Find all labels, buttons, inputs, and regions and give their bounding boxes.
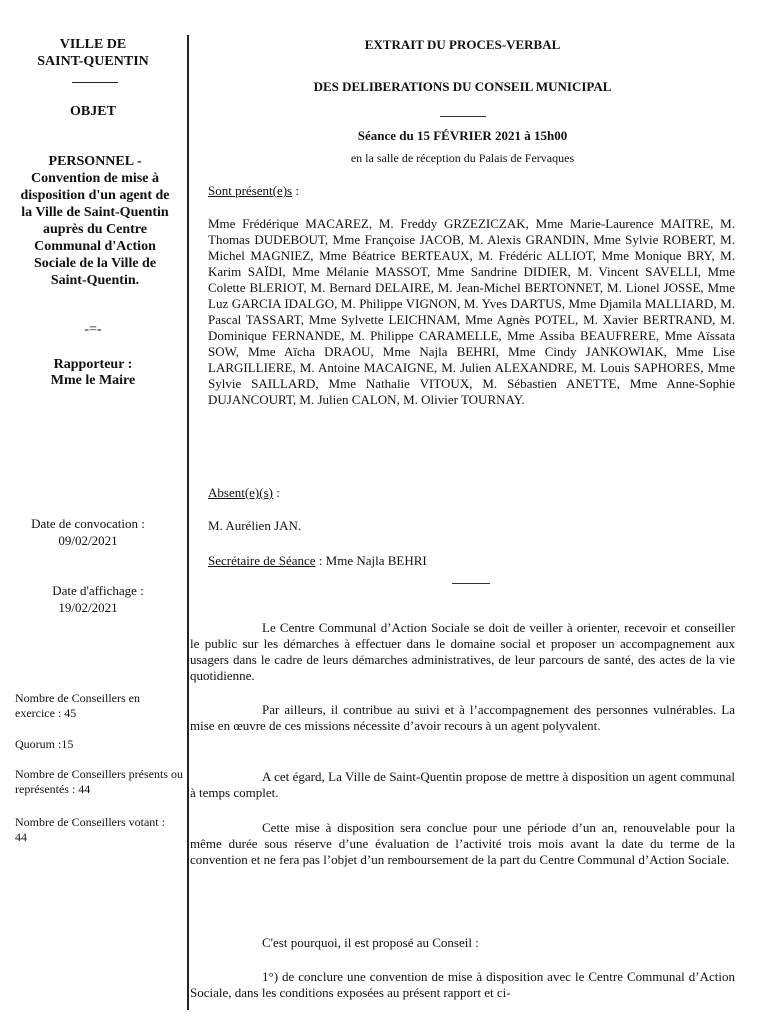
rapporteur-name: Mme le Maire [50, 373, 136, 388]
rapporteur-label: Rapporteur : [53, 357, 133, 372]
objet-heading: OBJET [70, 104, 116, 119]
seance-date: Séance du 15 FÉVRIER 2021 à 15h00 [357, 128, 568, 143]
left-margin-column [0, 0, 186, 1024]
absents-suffix: : [272, 485, 280, 500]
secretaire-line [208, 552, 753, 569]
paragraph-1: Le Centre Communal d’Action Sociale se doit de veiller à orienter, recevoir et conseiller le public sur les démarches à effectuer dans le domaine social et proposer un accompagnement aux usagers dans le cadre de leurs démarches administratives, de leur parcours de santé, des actes de la vie quotidienne. [190, 620, 735, 683]
subject-text: PERSONNEL - Convention de mise à disposition d'un agent de la Ville de Saint-Quentin auprès du Centre Communal d'Action Sociale de la Ville de Saint-Quentin. [20, 154, 170, 288]
conseillers-presents: Nombre de Conseillers présents ou représentés : 44 [15, 767, 183, 796]
separator: -=- [84, 322, 102, 337]
absents-list: M. Aurélien JAN. [208, 518, 302, 533]
absents-label: Absent(e)(s) [208, 485, 273, 500]
presents-list: Mme Frédérique MACAREZ, M. Freddy GRZEZICZAK, Mme Marie-Laurence MAITRE, M. Thomas DUDEBOUT, Mme Françoise JACOB, M. Alexis GRANDIN, Mme Sylvie ROBERT, M. Michel MAGNIEZ, Mme Béatrice BERTEAUX, M. Frédéric ALLIOT, Mme Monique BRY, M. Karim SAÏDI, Mme Mélanie MASSOT, Mme Sandrine DIDIER, M. Vincent SAVELLI, Mme Colette BLERIOT, M. Bernard DELAIRE, M. Jean-Michel BERTONNET, M. Lionel JOSSE, Mme Luz GARCIA IDALGO, M. Philippe VIGNON, M. Yves DARTUS, Mme Djamila MALLIARD, M. Pascal TASSART, Mme Sylvette LEICHNAM, Mme Agnès POTEL, M. Xavier BERTRAND, M. Dominique FERNANDE, M. Philippe CARAMELLE, Mme Assiba BEAUFRERE, Mme Aïssata SOW, Mme Aïcha DRAOU, Mme Najla BEHRI, Mme Cindy JANKOWIAK, Mme Lise LARGILLIERE, M. Antoine MACAIGNE, M. Julien ALEXANDRE, M. Louis SAPHORES, Mme Sylvie SAILLARD, Mme Nathalie VITOUX, M. Sébastien ANETTE, Mme Anne-Sophie DUJANCOURT, M. Julien CALON, M. Olivier TOURNAY. [208, 216, 735, 407]
presents-label: Sont présent(e)s [208, 183, 293, 198]
conseillers-exercice: Nombre de Conseillers en exercice : 45 [15, 691, 140, 720]
title-deliberations: DES DELIBERATIONS DU CONSEIL MUNICIPAL [313, 79, 612, 94]
city-name-line1: VILLE DE [59, 37, 127, 52]
paragraph-4: Cette mise à disposition sera conclue pour une période d’un an, renouvelable pour la même durée sous réserve d’une évaluation de l’activité trois mois avant la date du terme de la convention et ne fera pas l’objet d’un remboursement de la part du Centre Communal d’Action Sociale. [190, 820, 735, 867]
secretaire-label: Secrétaire de Séance [208, 553, 316, 568]
presents-heading [208, 182, 753, 199]
convocation-date: 09/02/2021 [58, 533, 118, 548]
city-name-line2: SAINT-QUENTIN [37, 54, 149, 69]
quorum: Quorum :15 [15, 737, 74, 751]
affichage-date: 19/02/2021 [58, 600, 118, 615]
presents-suffix: : [292, 183, 299, 198]
conseillers-votant: Nombre de Conseillers votant : 44 [15, 815, 165, 844]
absents-heading [208, 484, 753, 501]
paragraph-6: 1°) de conclure une convention de mise à disposition avec le Centre Communal d’Action Sociale, dans les conditions exposées au présent rapport et ci- [190, 969, 735, 1000]
affichage-label: Date d'affichage : [52, 583, 144, 598]
title-rule [440, 116, 486, 117]
column-divider [187, 35, 189, 1010]
paragraph-2: Par ailleurs, il contribue au suivi et à l’accompagnement des personnes vulnérables. La mise en œuvre de ces missions nécessite d’avoir recours à un agent polyvalent. [190, 702, 735, 733]
convocation-label: Date de convocation : [31, 516, 145, 531]
left-rule [72, 82, 118, 83]
paragraph-3: A cet égard, La Ville de Saint-Quentin propose de mettre à disposition un agent communal à temps complet. [190, 769, 735, 800]
paragraph-5: C'est pourquoi, il est proposé au Conseil : [262, 935, 479, 950]
seance-lieu: en la salle de réception du Palais de Fervaques [350, 151, 575, 165]
title-proces-verbal: EXTRAIT DU PROCES-VERBAL [364, 37, 561, 52]
secretaire-name: : Mme Najla BEHRI [315, 553, 427, 568]
secretaire-rule [452, 583, 490, 584]
